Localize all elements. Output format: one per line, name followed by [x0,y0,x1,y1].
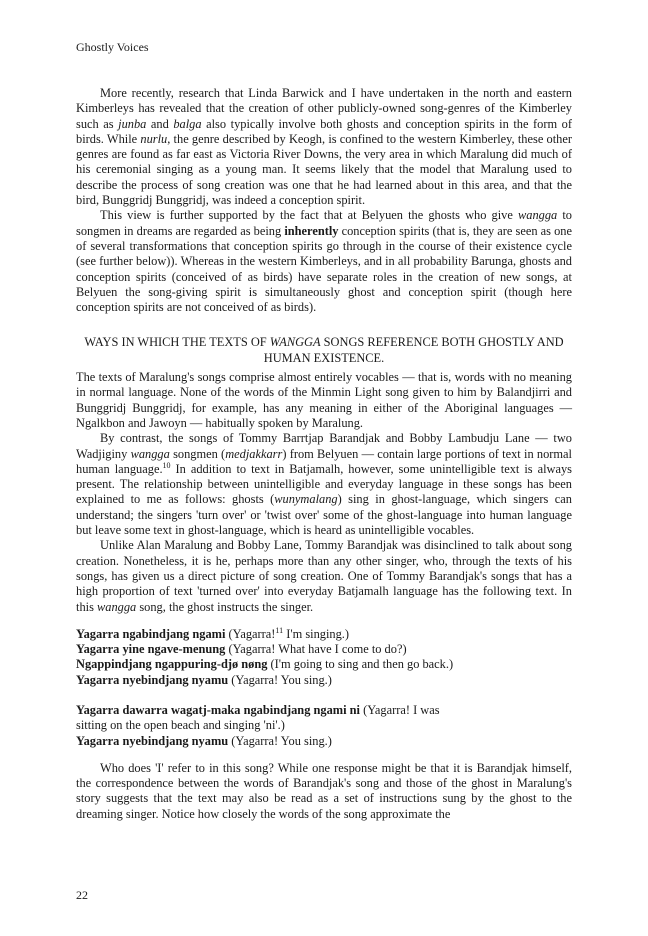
paragraph-4 [76,431,572,538]
verse-original: Yagarra ngabindjang ngami [76,626,226,641]
heading-text: SONGS REFERENCE BOTH GHOSTLY AND HUMAN EXISTENCE. [263,335,564,365]
italic-term: wangga [518,208,558,223]
text-run: ) from Belyuen — contain large portions of text in normal human language. [76,446,572,476]
italic-term: junba [118,116,147,131]
italic-term: nurlu [140,131,168,146]
text-run: to songmen in dreams are regarded as being [76,208,572,238]
verse-translation: I'm singing.) [283,626,350,641]
italic-term: wangga [97,599,137,614]
text-run: By contrast, the songs of Tommy Barrtjap Barandjak and Bobby Lambudju Lane — two Wadjiginy [76,431,572,461]
verse-translation: (Yagarra! You sing.) [228,672,332,687]
verse-gap [76,688,572,703]
heading-text: WAYS IN WHICH THE TEXTS OF [84,335,270,350]
text-run: Who does 'I' refer to in this song? While one response might be that it is Barandjak himself, the correspondence between the words of Barandjak's song and those of the ghost in Maralung's story suggests that the text may also be read as a set of instructions sung by the ghost to the dreaming singer. Notice how closely the words of the song approximate the [76,760,572,821]
verse-line [76,657,572,672]
verse-line [76,703,572,718]
verse-original: Yagarra dawarra wagatj-maka ngabindjang ngami ni [76,702,360,717]
text-run: song, the ghost instructs the singer. [136,599,314,614]
song-text-block [76,627,572,749]
running-header: Ghostly Voices [76,40,149,54]
italic-term: wangga [130,446,170,461]
verse-translation: (I'm going to sing and then go back.) [267,657,454,672]
verse-original: Yagarra nyebindjang nyamu [76,672,229,687]
verse-translation: (Yagarra! [225,626,276,641]
verse-original: Yagarra nyebindjang nyamu [76,733,229,748]
verse-line [76,734,572,749]
italic-term: wunymalang [274,492,338,507]
verse-original: Ngappindjang ngappuring-djø nøng [76,657,268,672]
page-number: 22 [76,888,88,902]
text-run: and [146,116,174,131]
verse-translation: (Yagarra! What have I come to do?) [225,642,407,657]
footnote-ref: 10 [162,460,171,470]
paragraph-5 [76,538,572,614]
heading-italic: WANGGA [269,335,321,350]
paragraph-1 [76,86,572,208]
verse-line [76,673,572,688]
verse-continuation: sitting on the open beach and singing 'ni'.) [76,718,285,733]
text-run: ) sing in ghost-language, which singers can understand; the singers 'turn over' or 'twist over' some of the ghost-language into human language but leave some text in ghost-language, which is heard as unintelligible vocables. [76,492,572,538]
verse-translation: (Yagarra! You sing.) [228,733,332,748]
paragraph-6 [76,761,572,822]
bold-term: inherently [284,223,339,238]
section-heading [76,335,572,366]
text-run: In addition to text in Batjamalh, however, some unintelligible text is always present. The relationship between unintelligible and everyday language in these songs has been explained to me as follows: ghosts ( [76,461,572,507]
verse-line [76,642,572,657]
text-run: Unlike Alan Maralung and Bobby Lane, Tommy Barandjak was disinclined to talk about song creation. Nonetheless, it is he, perhaps more than any other singer, who, through the texts of his songs, has given us a direct picture of song creation. One of Tommy Barandjak's songs that has a high proportion of text 'turned over' into everyday Batjamalh language has the following text. In this [76,538,572,614]
text-run: , the genre described by Keogh, is confined to the western Kimberley, these other genres are found as far east as Victoria River Downs, the very area in which Maralung did much of his ceremonial singing as a young man. It seems likely that the model that Maralung used to describe the process of song creation was one that he had learned about in this area, and that the bird, Bunggridj Bunggridj, was indeed a conception spirit. [76,131,572,208]
text-run: conception spirits (that is, they are seen as one of several transformations that conception spirits go through in the course of their existence cycle (see further below)). Whereas in the western Kimberleys, and in all probability Barunga, ghosts and conception spirits (conceived of as birds) have separate roles in the creation of new songs, at Belyuen the song-giving spirit is simultaneously ghost and conception spirit (though here conception spirits are not conceived of as birds). [76,223,572,315]
text-run: More recently, research that Linda Barwick and I have undertaken in the north and eastern Kimberleys has revealed that the creation of other publicly-owned song-genres of the Kimberley such as [76,86,572,131]
page-body [76,86,572,822]
footnote-ref: 11 [275,625,284,635]
verse-original: Yagarra yine ngave-menung [76,642,226,657]
paragraph-2 [76,208,572,315]
paragraph-3 [76,370,572,431]
text-run: This view is further supported by the fact that at Belyuen the ghosts who give [100,208,518,223]
text-run: The texts of Maralung's songs comprise almost entirely vocables — that is, words with no meaning in normal language. None of the words of the Minmin Light song given to him by Balandjirri and Bunggridj Bunggridj, for example, has any meaning in either of the Aboriginal languages — Ngalkbon and Jawoyn — habitually spoken by Maralung. [76,370,572,430]
verse-line [76,627,572,642]
italic-term: balga [173,116,202,131]
text-run: songmen ( [169,446,226,461]
text-run: also typically involve both ghosts and conception spirits in the form of birds. While [76,116,572,146]
italic-term: medjakkarr [225,446,283,461]
verse-translation: (Yagarra! I was [359,702,440,717]
